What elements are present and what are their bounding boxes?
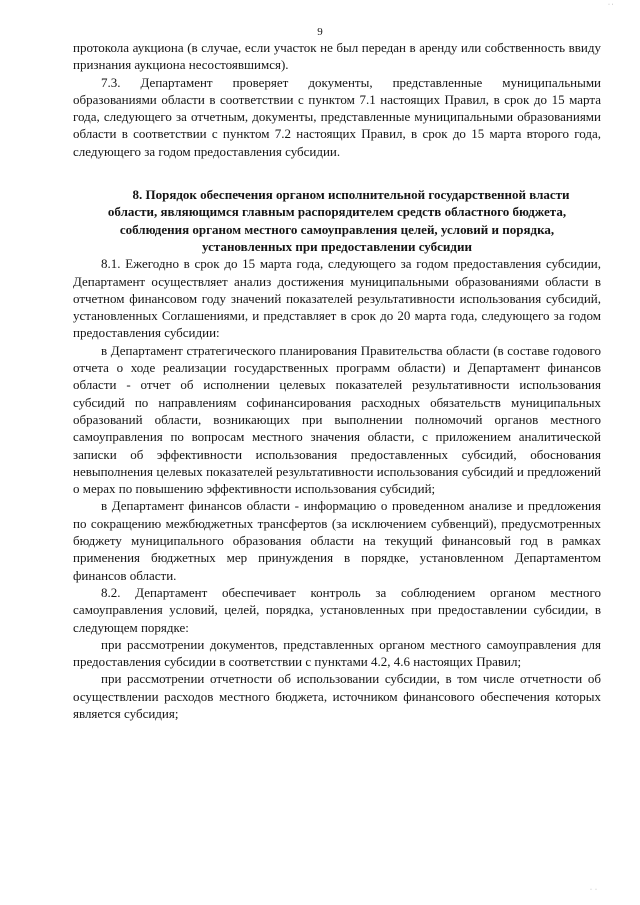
scan-speck: · · [590, 887, 597, 893]
paragraph: протокола аукциона (в случае, если участок не был передан в аренду или собственность ввиду признания аукциона несостоявшимся). [73, 40, 601, 73]
paragraph: 7.3. Департамент проверяет документы, представленные муниципальными образованиями области в соответствии с пунктом 7.1 настоящих Правил, в срок до 15 марта года, следующего за отчетным, документы, представленные муниципальными образованиями области в соответствии с пунктом 7.2 настоящих Правил, в срок до 15 марта второго года, следующего за годом предоставления субсидии. [73, 74, 601, 159]
document-body [73, 39, 601, 722]
paragraph: при рассмотрении отчетности об использовании субсидии, в том числе отчетности об осуществлении расходов местного бюджета, источником финансового обеспечения которых является субсидия; [73, 671, 601, 721]
paragraph: в Департамент финансов области - информацию о проведенном анализе и предложения по сокращению межбюджетных трансфертов (за исключением субвенций), предусмотренных бюджету муниципального образования области на текущий финансовый год в рамках применения бюджетных мер принуждения в порядке, установленном Департаментом финансов области. [73, 498, 601, 583]
paragraph: 8.1. Ежегодно в срок до 15 марта года, следующего за годом предоставления субсидии, Департамент осуществляет анализ достижения муниципальными образованиями области в отчетном финансовом году значений показателей результативности использования субсидий, установленных Соглашениями, и представляет в срок до 20 марта года, следующего за годом предоставления субсидии: [73, 256, 601, 341]
section-heading: 8. Порядок обеспечения органом исполнительной государственной власти области, являющимся главным распорядителем средств областного бюджета, соблюдения органом местного самоуправления целей, условий и порядка, установленных при предоставлении субсидии [107, 187, 570, 254]
paragraph: при рассмотрении документов, представленных органом местного самоуправления для предоставления субсидии в соответствии с пунктами 4.2, 4.6 настоящих Правил; [73, 636, 601, 670]
paragraph: в Департамент стратегического планирования Правительства области (в составе годового отчета о ходе реализации государственных программ области) и Департамент финансов области - отчет об исполнении целевых показателей результативности использования субсидий по направлениям софинансирования расходных обязательств муниципальных образований области, возникающих при выполнении полномочий органов местного самоуправления по вопросам местного значения области, с приложением аналитической записки об эффективности использования предоставленных субсидий, обоснования невыполнения целевых показателей результативности использования субсидий и предложений о мерах по повышению эффективности использования субсидий; [73, 342, 601, 497]
paragraph: 8.2. Департамент обеспечивает контроль за соблюдением органом местного самоуправления условий, целей, порядка, установленных при предоставлении субсидии, в следующем порядке: [73, 584, 601, 635]
page-number: 9 [317, 26, 323, 38]
scan-speck: · · [608, 2, 614, 8]
